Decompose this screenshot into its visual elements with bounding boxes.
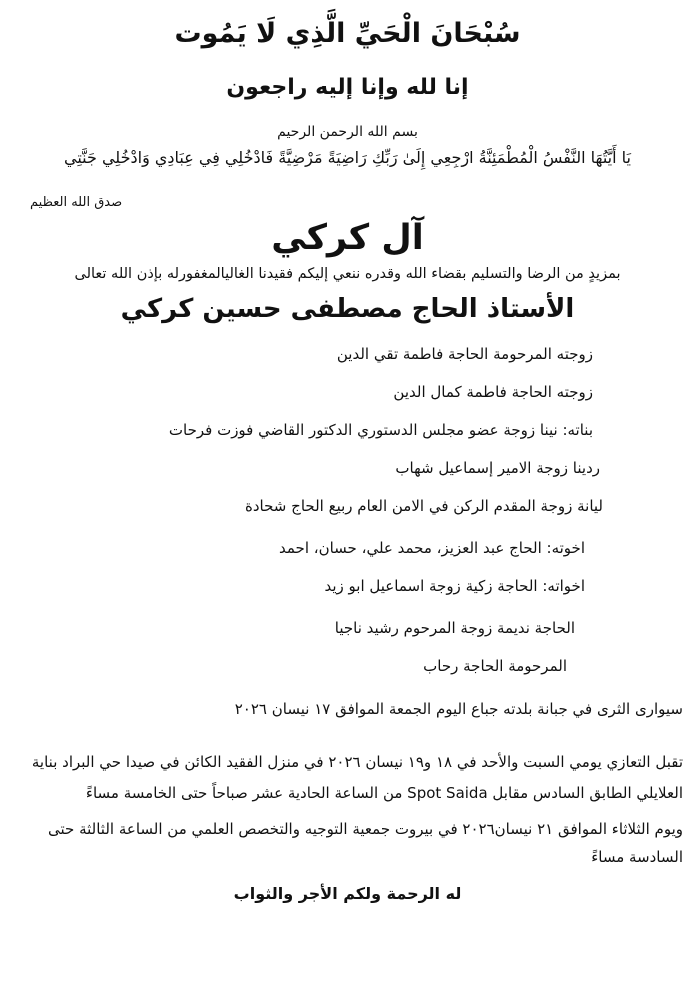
family-line-daughter-1: بناته: نينا زوجة عضو مجلس الدستوري الدكتور القاضي فوزت فرحات: [168, 421, 593, 439]
family-line-wife-2: زوجته الحاجة فاطمة كمال الدين: [393, 383, 593, 401]
istirja-line: إنا لله وإنا إليه راجعون: [226, 75, 469, 100]
burial-announcement-line: سيوارى الثرى في جبانة بلدته جباع اليوم الجمعة الموافق ١٧ نيسان ٢٠٢٦: [234, 700, 683, 718]
quran-verse: يَا أَيَّتُهَا النَّفْسُ الْمُطْمَئِنَّةُ ارْجِعِي إِلَىٰ رَبِّكِ رَاضِيَةً مَرْضِيَّةً فَادْخُلِي فِي عِبَادِي وَادْخُلِي جَنَّتِي: [64, 148, 631, 167]
family-line-wife-1: زوجته المرحومة الحاجة فاطمة تقي الدين: [336, 345, 593, 363]
family-line-sister-2: الحاجة نديمة زوجة المرحوم رشيد ناجيا: [334, 619, 575, 637]
family-line-sister-3: المرحومة الحاجة رحاب: [423, 657, 567, 675]
family-line-brothers: اخوته: الحاج عبد العزيز، محمد علي، حسان، احمد: [279, 539, 585, 557]
family-line-sister-1: اخواته: الحاجة زكية زوجة اسماعيل ابو زيد: [324, 577, 585, 595]
family-line-daughter-2: ردينا زوجة الامير إسماعيل شهاب: [395, 459, 600, 477]
family-name-title: آل كركي: [271, 218, 424, 258]
family-line-daughter-3: ليانة زوجة المقدم الركن في الامن العام ربيع الحاج شحادة: [245, 497, 603, 515]
basmala-line: بسم الله الرحمن الرحيم: [277, 124, 418, 140]
deceased-name: الأستاذ الحاج مصطفى حسين كركي: [120, 294, 575, 324]
closing-prayer-line: له الرحمة ولكم الأجر والثواب: [233, 884, 462, 903]
announcement-intro-line: بمزيدٍ من الرضا والتسليم بقضاء الله وقدره ننعي إليكم فقيدنا الغاليالمغفورله بإذن الله تعالى: [74, 266, 621, 282]
sadaqa-line: صدق الله العظيم: [30, 195, 123, 210]
tasbih-line: سُبْحَانَ الْحَيِّ الَّذِي لَا يَمُوت: [174, 18, 521, 49]
condolences-paragraph-beirut: ويوم الثلاثاء الموافق ٢١ نيسان٢٠٢٦ في بيروت جمعية التوجيه والتخصص العلمي من الساعة الثالثة حتى السادسة مساءً: [48, 820, 683, 866]
condolences-paragraph-saida: تقبل التعازي يومي السبت والأحد في ١٨ و١٩ نيسان ٢٠٢٦ في منزل الفقيد الكائن في صيدا حي البراد بناية العلايلي الطابق السادس مقابل Spot Saida من الساعة الحادية عشر صباحاً حتى الخامسة مساءً: [31, 753, 683, 802]
